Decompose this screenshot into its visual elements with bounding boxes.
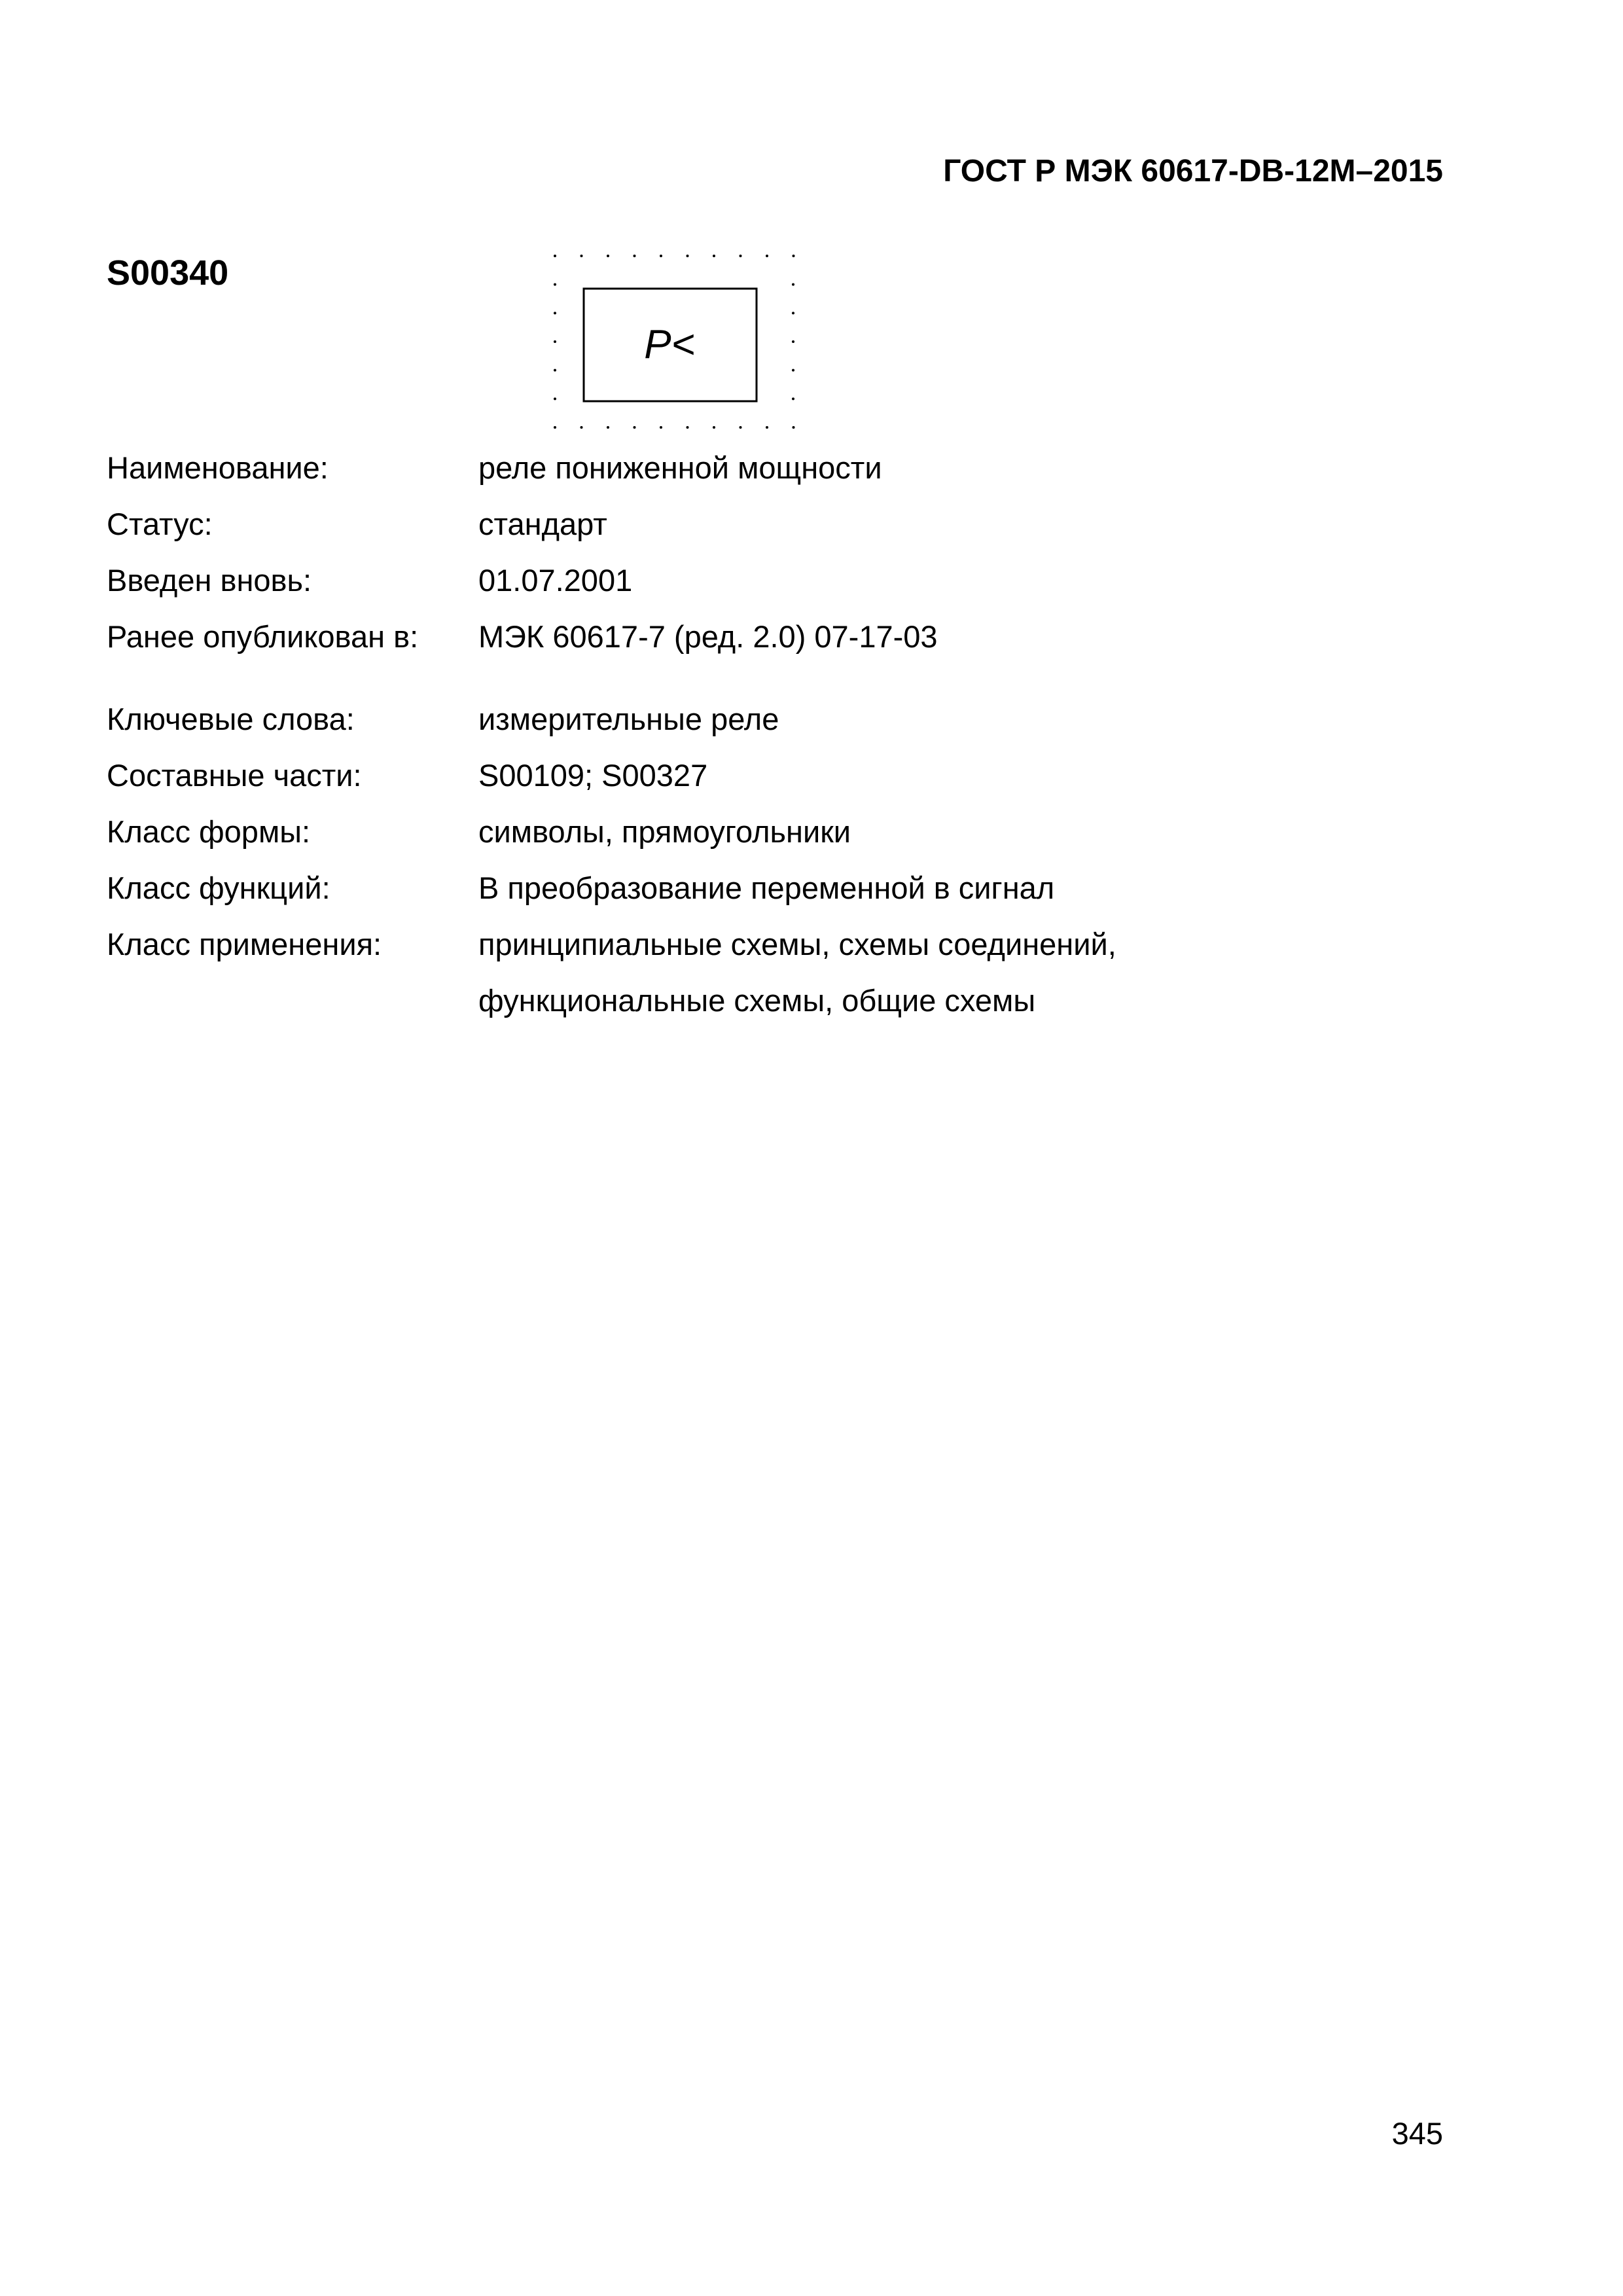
grid-dot	[793, 426, 795, 429]
grid-dot	[792, 397, 794, 400]
grid-dot	[713, 426, 715, 429]
property-status-value: стандарт	[478, 507, 607, 541]
grid-dot	[580, 426, 583, 429]
grid-dot	[713, 255, 715, 257]
grid-dot	[792, 369, 794, 372]
grid-dot	[554, 426, 556, 429]
property-shape-class-value: символы, прямоугольники	[478, 814, 851, 849]
grid-dot	[740, 426, 742, 429]
property-keywords-label: Ключевые слова:	[107, 702, 355, 736]
grid-dot	[792, 283, 794, 286]
symbol-label: P<	[644, 322, 695, 367]
property-keywords-value: измерительные реле	[478, 702, 779, 736]
property-introduced	[107, 552, 1116, 609]
property-previously-published	[107, 609, 1116, 665]
symbol-figure	[543, 245, 805, 435]
property-introduced-label: Введен вновь:	[107, 563, 312, 598]
property-previously-published-value: МЭК 60617-7 (ред. 2.0) 07-17-03	[478, 619, 938, 654]
document-standard-header: ГОСТ Р МЭК 60617-DB-12M–2015	[943, 154, 1443, 188]
property-name-value: реле пониженной мощности	[478, 450, 882, 485]
property-shape-class	[107, 804, 1116, 860]
page-number: 345	[1391, 2116, 1443, 2151]
grid-dot	[793, 255, 795, 257]
grid-dot	[554, 340, 556, 343]
property-application-class-label: Класс применения:	[107, 927, 382, 961]
property-components	[107, 747, 1116, 804]
property-name	[107, 440, 1116, 496]
grid-dot	[607, 426, 609, 429]
property-previously-published-label: Ранее опубликован в:	[107, 619, 419, 654]
grid-dot	[633, 255, 636, 257]
property-status-label: Статус:	[107, 507, 213, 541]
grid-dot	[633, 426, 636, 429]
grid-dot	[687, 255, 689, 257]
property-function-class	[107, 860, 1116, 916]
grid-dot	[580, 255, 583, 257]
grid-dot	[554, 283, 556, 286]
grid-dot	[766, 255, 768, 257]
property-application-class	[107, 916, 1116, 1029]
property-components-value: S00109; S00327	[478, 758, 708, 793]
property-keywords	[107, 691, 1116, 747]
grid-dot	[554, 312, 556, 314]
property-name-label: Наименование:	[107, 450, 329, 485]
symbol-code: S00340	[107, 253, 229, 293]
property-function-class-value: B преобразование переменной в сигнал	[478, 870, 1055, 905]
grid-dot	[554, 369, 556, 372]
property-introduced-value: 01.07.2001	[478, 563, 633, 598]
property-application-class-value: принципиальные схемы, схемы соединений, функциональные схемы, общие схемы	[478, 927, 1116, 1018]
grid-dot	[792, 312, 794, 314]
grid-dot	[660, 426, 662, 429]
properties-group-classification	[107, 691, 1116, 1029]
property-shape-class-label: Класс формы:	[107, 814, 311, 849]
grid-dot	[660, 255, 662, 257]
property-components-label: Составные части:	[107, 758, 362, 793]
properties-group-general	[107, 440, 1116, 665]
grid-dot	[740, 255, 742, 257]
grid-dot	[766, 426, 768, 429]
grid-dot	[607, 255, 609, 257]
group-spacer	[107, 665, 1116, 691]
properties-list	[107, 440, 1116, 1029]
grid-dot	[554, 255, 556, 257]
property-status	[107, 496, 1116, 552]
grid-dot	[554, 397, 556, 400]
property-function-class-label: Класс функций:	[107, 870, 330, 905]
grid-dot	[687, 426, 689, 429]
grid-dot	[792, 340, 794, 343]
